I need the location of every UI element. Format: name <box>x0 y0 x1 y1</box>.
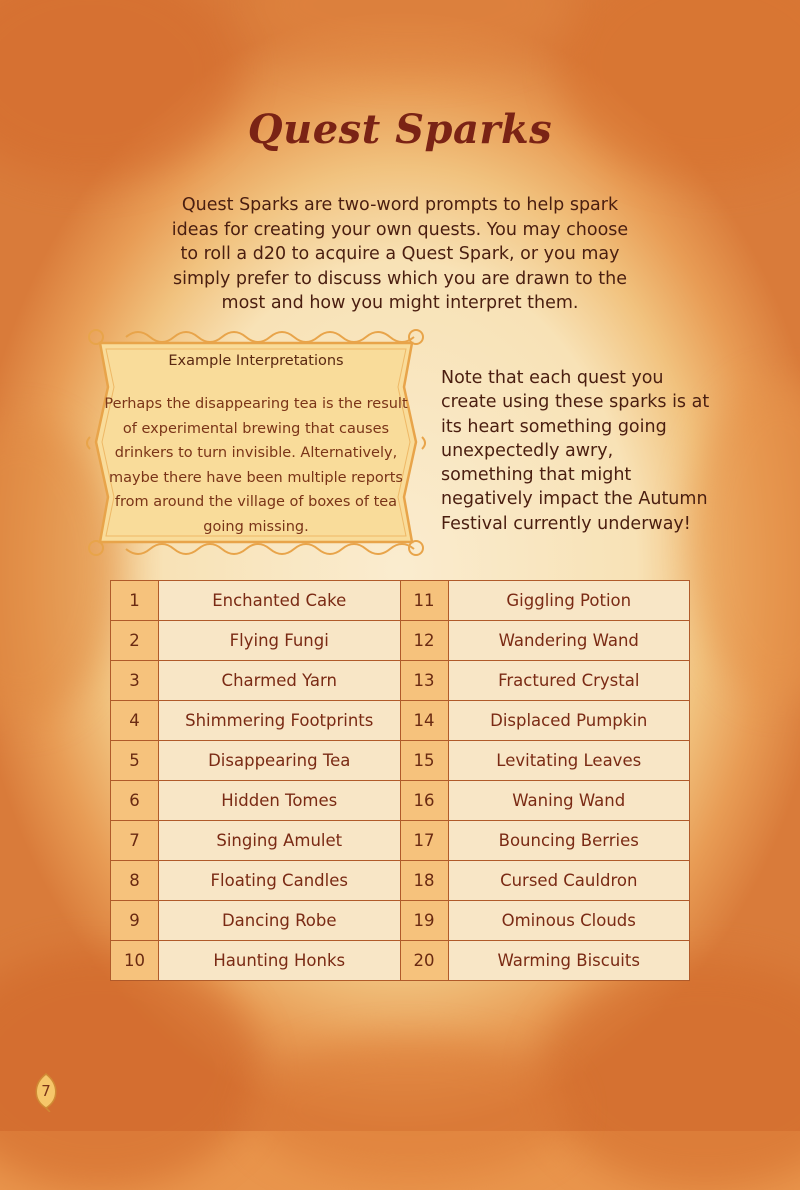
spark-name-cell: Cursed Cauldron <box>448 861 690 901</box>
roll-number-cell: 16 <box>400 781 448 821</box>
spark-name-cell: Hidden Tomes <box>159 781 401 821</box>
example-body: Perhaps the disappearing tea is the result of experimental brewing that causes drinkers to turn invisible. Alternatively, maybe there have been multiple reports from around the village of boxes of tea going missing. <box>104 396 408 535</box>
spark-name-cell: Displaced Pumpkin <box>448 701 690 741</box>
table-row <box>111 781 690 821</box>
roll-number-cell: 14 <box>400 701 448 741</box>
spark-name-cell: Wandering Wand <box>448 621 690 661</box>
spark-name-cell: Giggling Potion <box>448 581 690 621</box>
table-row <box>111 661 690 701</box>
spark-name-cell: Haunting Honks <box>159 941 401 981</box>
spark-name-cell: Shimmering Footprints <box>159 701 401 741</box>
roll-number-cell: 1 <box>111 581 159 621</box>
roll-number-cell: 4 <box>111 701 159 741</box>
example-interpretations-box <box>86 327 426 558</box>
roll-number-cell: 3 <box>111 661 159 701</box>
roll-number-cell: 18 <box>400 861 448 901</box>
table-row <box>111 741 690 781</box>
spark-name-cell: Floating Candles <box>159 861 401 901</box>
roll-number-cell: 6 <box>111 781 159 821</box>
spark-name-cell: Charmed Yarn <box>159 661 401 701</box>
table-row <box>111 821 690 861</box>
spark-name-cell: Warming Biscuits <box>448 941 690 981</box>
spark-name-cell: Fractured Crystal <box>448 661 690 701</box>
quest-sparks-table <box>110 580 690 981</box>
roll-number-cell: 20 <box>400 941 448 981</box>
spark-name-cell: Bouncing Berries <box>448 821 690 861</box>
example-heading: Example Interpretations <box>168 353 344 369</box>
table-row <box>111 901 690 941</box>
table-row <box>111 941 690 981</box>
roll-number-cell: 17 <box>400 821 448 861</box>
table-row <box>111 581 690 621</box>
intro-paragraph: Quest Sparks are two-word prompts to help spark ideas for creating your own quests. You may choose to roll a d20 to acquire a Quest Spark, or you may simply prefer to discuss which you are drawn to the most and how you might interpret them. <box>171 195 629 313</box>
roll-number-cell: 11 <box>400 581 448 621</box>
page-title: Quest Sparks <box>247 106 553 153</box>
roll-number-cell: 9 <box>111 901 159 941</box>
spark-name-cell: Levitating Leaves <box>448 741 690 781</box>
spark-name-cell: Singing Amulet <box>159 821 401 861</box>
roll-number-cell: 2 <box>111 621 159 661</box>
note-paragraph: Note that each quest you create using these sparks is at its heart something going unexpectedly awry, something that might negatively impact the Autumn Festival currently underway! <box>441 368 710 534</box>
roll-number-cell: 10 <box>111 941 159 981</box>
roll-number-cell: 7 <box>111 821 159 861</box>
spark-name-cell: Disappearing Tea <box>159 741 401 781</box>
table-row <box>111 701 690 741</box>
roll-number-cell: 15 <box>400 741 448 781</box>
spark-name-cell: Ominous Clouds <box>448 901 690 941</box>
page-number-badge <box>31 1072 61 1112</box>
spark-name-cell: Dancing Robe <box>159 901 401 941</box>
roll-number-cell: 8 <box>111 861 159 901</box>
spark-name-cell: Enchanted Cake <box>159 581 401 621</box>
page-number: 7 <box>41 1082 51 1100</box>
roll-number-cell: 13 <box>400 661 448 701</box>
roll-number-cell: 12 <box>400 621 448 661</box>
table-row <box>111 861 690 901</box>
roll-number-cell: 5 <box>111 741 159 781</box>
roll-number-cell: 19 <box>400 901 448 941</box>
spark-name-cell: Waning Wand <box>448 781 690 821</box>
spark-name-cell: Flying Fungi <box>159 621 401 661</box>
table-row <box>111 621 690 661</box>
